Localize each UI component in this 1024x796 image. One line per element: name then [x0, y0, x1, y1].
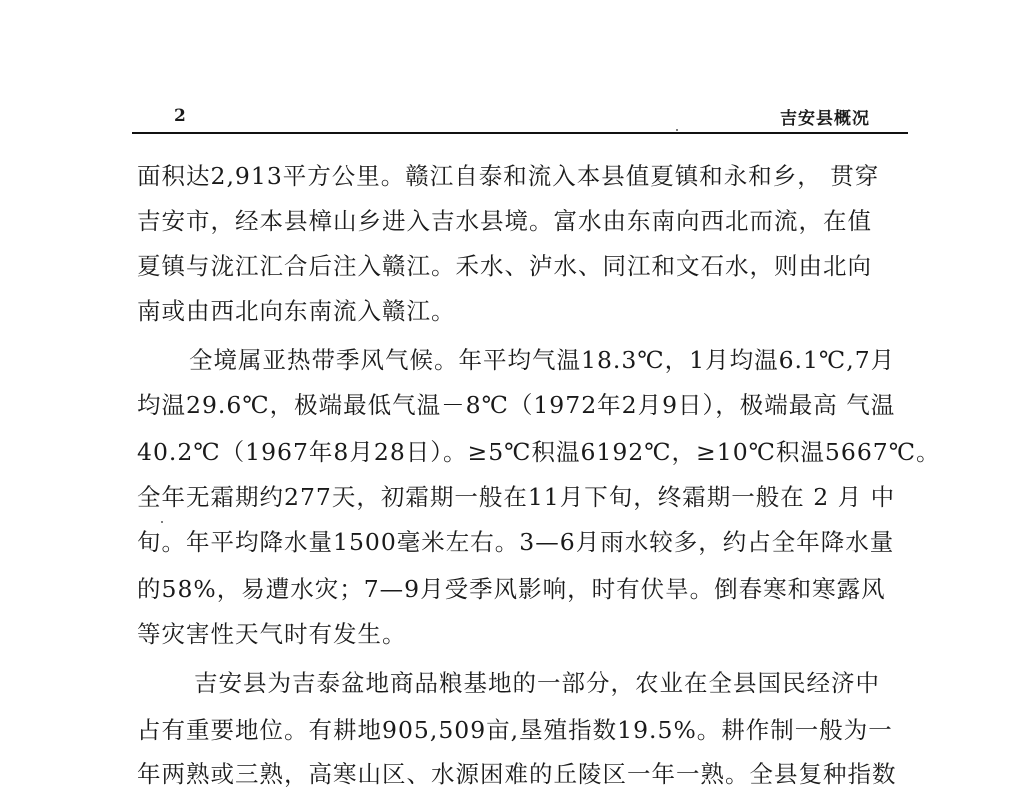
text-line: 旬。年平均降水量1500毫米左右。3—6月雨水较多，约占全年降水量: [137, 528, 895, 556]
header-rule: [132, 132, 908, 134]
running-title: 吉安县概况: [780, 109, 870, 129]
text-line: 夏镇与泷江汇合后注入赣江。禾水、泸水、同江和文石水，则由北向: [137, 252, 872, 280]
page-number: 2: [174, 106, 186, 126]
scan-speck: [676, 129, 678, 131]
text-line: 均温29.6℃，极端最低气温－8℃（1972年2月9日），极端最高 气温: [137, 391, 896, 419]
text-line: 占有重要地位。有耕地905,509亩,垦殖指数19.5%。耕作制一般为一: [137, 716, 893, 744]
text-line: 南或由西北向东南流入赣江。: [137, 297, 456, 325]
text-line: 全境属亚热带季风气候。年平均气温18.3℃，1月均温6.1℃,7月: [189, 346, 896, 374]
text-line: 等灾害性天气时有发生。: [137, 620, 407, 648]
text-line: 吉安市，经本县樟山乡进入吉水县境。富水由东南向西北而流，在值: [137, 207, 872, 235]
text-line: 的58%，易遭水灾；7—9月受季风影响，时有伏旱。倒春寒和寒露风: [137, 575, 886, 603]
text-line: 面积达2,913平方公里。赣江自泰和流入本县值夏镇和永和乡， 贯穿: [137, 162, 880, 190]
text-line: 年两熟或三熟，高寒山区、水源困难的丘陵区一年一熟。全县复种指数: [137, 760, 897, 788]
page-header: [132, 98, 908, 134]
text-line: 吉安县为吉泰盆地商品粮基地的一部分，农业在全县国民经济中: [194, 669, 880, 697]
text-line: 全年无霜期约277天，初霜期一般在11月下旬，终霜期一般在 2 月 中: [137, 483, 896, 511]
text-line: 40.2℃（1967年8月28日）。≥5℃积温6192℃，≥10℃积温5667℃。: [137, 438, 941, 466]
